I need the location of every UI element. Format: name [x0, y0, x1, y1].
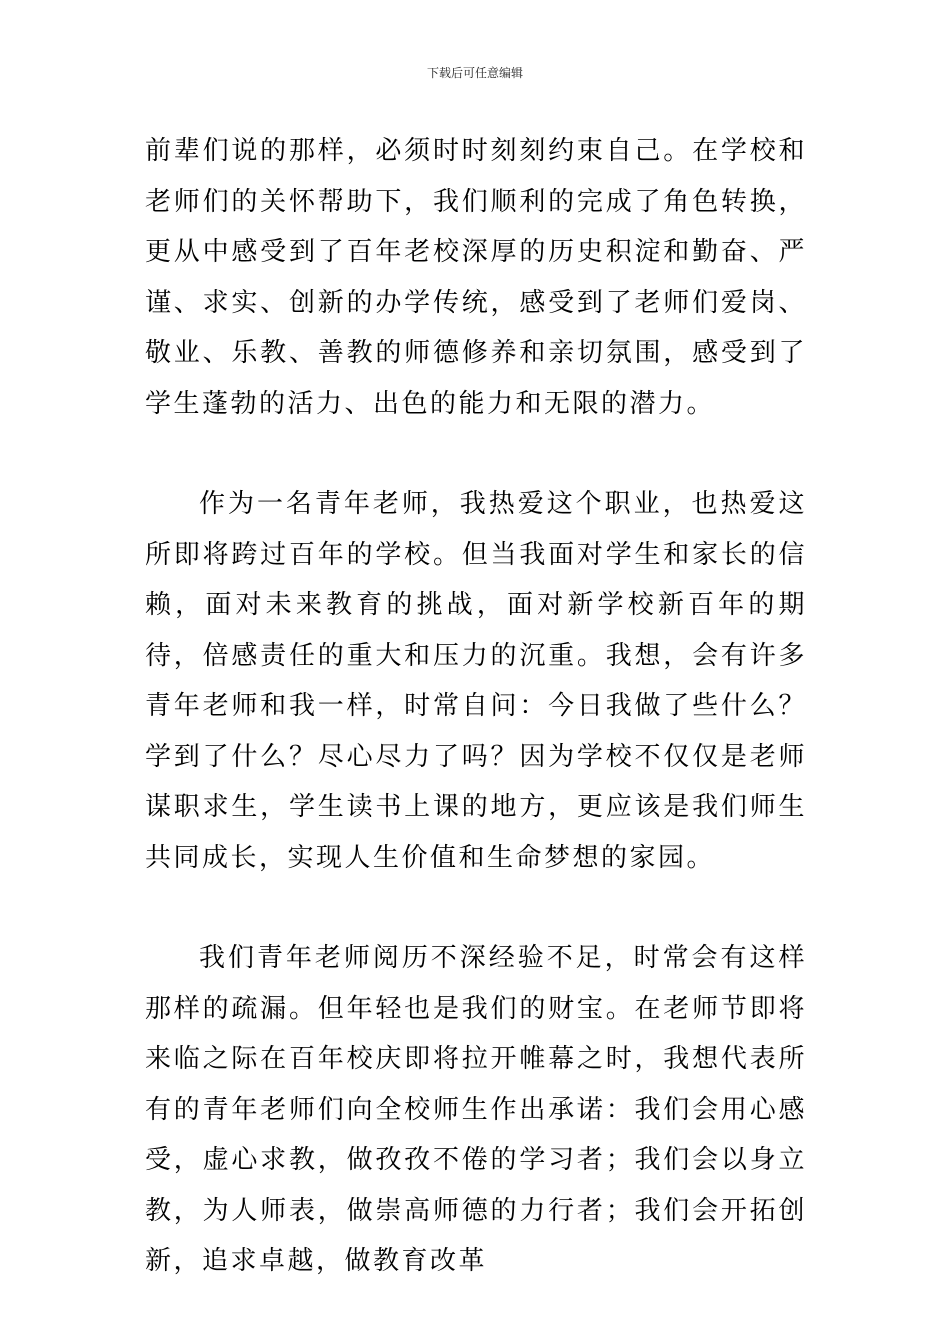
paragraph-1: 前辈们说的那样，必须时时刻刻约束自己。在学校和老师们的关怀帮助下，我们顺利的完成了角色转换，更从中感受到了百年老校深厚的历史积淀和勤奋、严谨、求实、创新的办学传统，感受到了老师们爱岗、敬业、乐教、善教的师德修养和亲切氛围，感受到了学生蓬勃的活力、出色的能力和无限的潜力。 — [145, 136, 807, 419]
paragraph-3: 我们青年老师阅历不深经验不足，时常会有这样那样的疏漏。但年轻也是我们的财宝。在老师节即将来临之际在百年校庆即将拉开帷幕之时，我想代表所有的青年老师们向全校师生作出承诺：我们会用心感受，虚心求教，做孜孜不倦的学习者；我们会以身立教，为人师表，做崇高师德的力行者；我们会开拓创新，追求卓越，做教育改革 — [145, 943, 807, 1276]
document-body — [145, 126, 807, 1287]
paragraph-2: 作为一名青年老师，我热爱这个职业，也热爱这所即将跨过百年的学校。但当我面对学生和家长的信赖，面对未来教育的挑战，面对新学校新百年的期待，倍感责任的重大和压力的沉重。我想，会有许多青年老师和我一样，时常自问：今日我做了些什么？学到了什么？尽心尽力了吗？因为学校不仅仅是老师谋职求生，学生读书上课的地方，更应该是我们师生共同成长，实现人生价值和生命梦想的家园。 — [145, 489, 807, 873]
header-note: 下载后可任意编辑 — [426, 66, 523, 80]
